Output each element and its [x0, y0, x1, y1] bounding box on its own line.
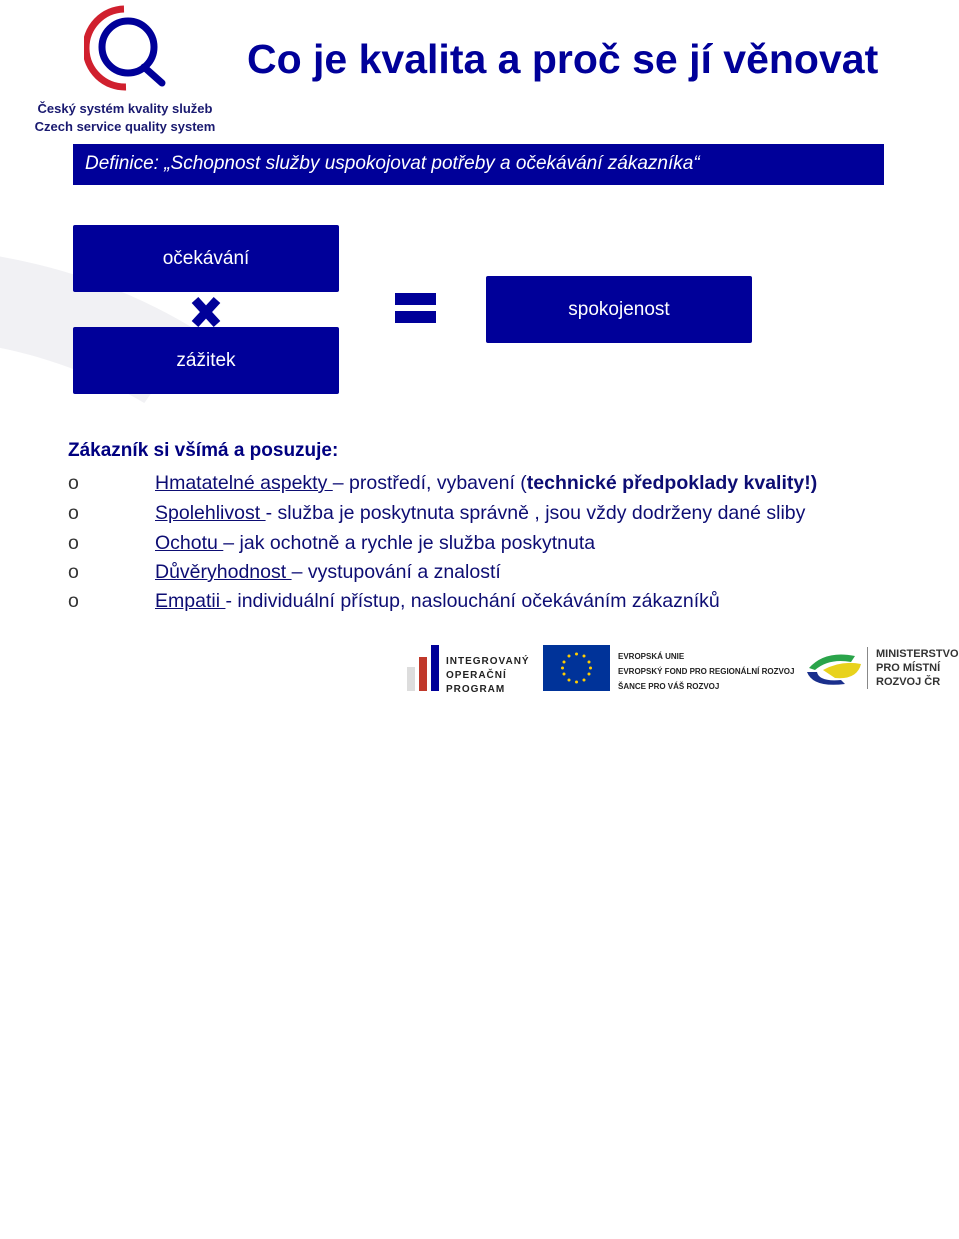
mmr-logo-icon: [805, 650, 863, 688]
bullet: o: [68, 502, 79, 524]
iop-bar-icon: [407, 667, 415, 691]
iop-bar-icon: [431, 645, 439, 691]
logo-text-cz: Český systém kvality služeb: [37, 101, 213, 116]
eu-logo-text: EVROPSKÁ UNIE EVROPSKÝ FOND PRO REGIONÁLNÍ ROZVOJ ŠANCE PRO VÁŠ ROZVOJ: [618, 652, 795, 691]
list-item: [68, 502, 805, 525]
list-item: [68, 472, 817, 495]
iop-bar-icon: [419, 657, 427, 691]
item-term: Hmatatelné aspekty: [155, 472, 333, 494]
item-text: – prostředí, vybavení (: [332, 472, 527, 494]
eu-flag-icon: [543, 645, 610, 691]
multiply-icon: [191, 296, 221, 328]
bullet: o: [68, 590, 79, 612]
bullet: o: [68, 561, 79, 583]
mmr-logo-text: MINISTERSTVO PRO MÍSTNÍ ROZVOJ ČR: [876, 648, 959, 688]
box-satisfaction: spokojenost: [486, 276, 752, 343]
bullet: o: [68, 472, 79, 494]
divider: [867, 647, 868, 689]
item-term: Empatii: [155, 590, 226, 612]
list-item: [68, 590, 720, 613]
box-expectation: očekávání: [73, 225, 339, 292]
logo-text-en: Czech service quality system: [34, 119, 216, 134]
item-text: – jak ochotně a rychle je služba poskytnuta: [223, 532, 596, 554]
list-heading: Zákazník si všímá a posuzuje:: [68, 440, 339, 461]
list-item: [68, 561, 501, 584]
item-term: Ochotu: [155, 532, 224, 554]
box-experience: zážitek: [73, 327, 339, 394]
list-item: [68, 532, 595, 555]
bullet: o: [68, 532, 79, 554]
item-text: – vystupování a znalostí: [291, 561, 501, 583]
definition-bar: Definice: „Schopnost služby uspokojovat potřeby a očekávání zákazníka“: [73, 144, 884, 185]
item-bold-text: technické předpoklady kvality!): [526, 472, 818, 494]
item-term: Důvěryhodnost: [155, 561, 292, 583]
iop-logo-text: INTEGROVANÝ OPERAČNÍ PROGRAM: [446, 656, 530, 695]
item-text: - služba je poskytnuta správně , jsou vždy dodrženy dané sliby: [265, 502, 806, 524]
page-title: Co je kvalita a proč se jí věnovat: [247, 36, 879, 82]
equals-icon: [395, 293, 436, 305]
item-text: - individuální přístup, naslouchání očekáváním zákazníků: [225, 590, 720, 612]
cq-logo-icon: [84, 5, 168, 91]
item-term: Spolehlivost: [155, 502, 266, 524]
equals-icon-bar: [395, 311, 436, 323]
